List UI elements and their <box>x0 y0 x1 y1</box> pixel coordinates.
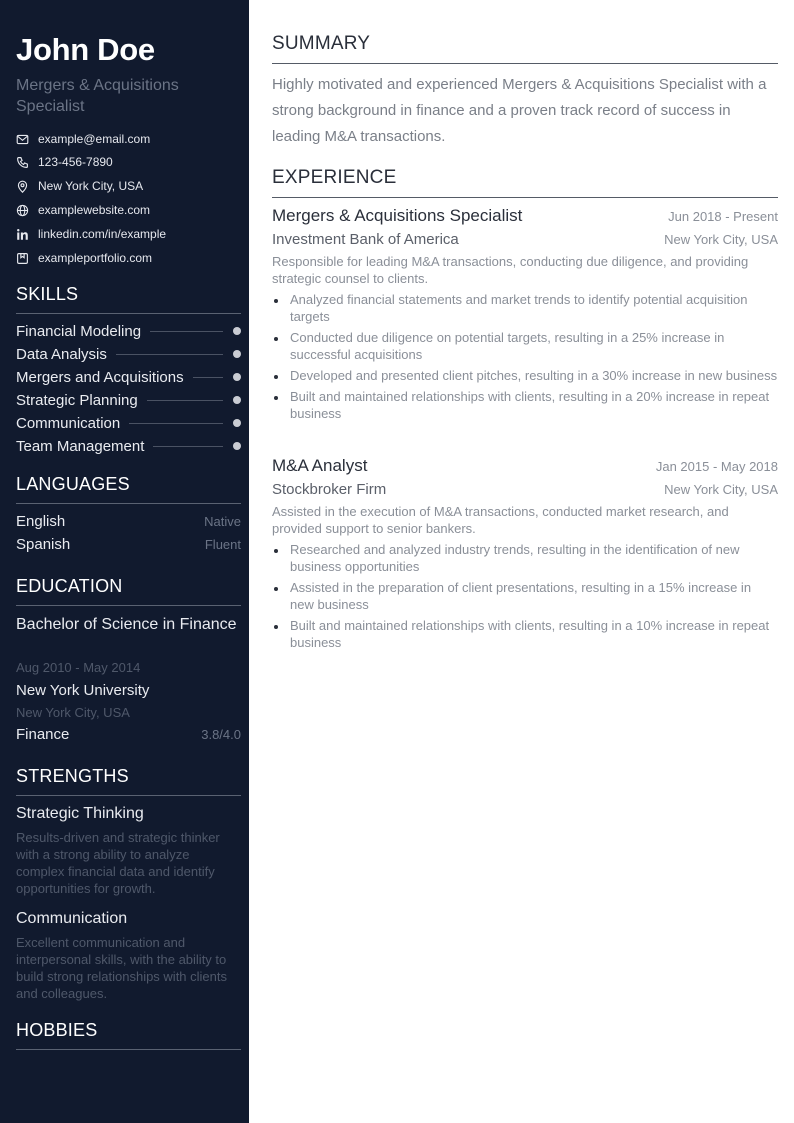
language-item <box>16 536 241 553</box>
job-bullets <box>272 541 778 655</box>
skill-line <box>193 377 223 378</box>
skill-line <box>150 331 223 332</box>
skill-line <box>129 423 223 424</box>
skill-dot <box>233 327 241 335</box>
skill-label: Data Analysis <box>16 345 107 363</box>
contact-portfolio-text: exampleportfolio.com <box>38 251 153 265</box>
job-bullet: Conducted due diligence on potential targets, resulting in a 25% increase in successful acquisitions <box>272 329 778 363</box>
job-title: Mergers & Acquisitions Specialist <box>272 206 523 225</box>
education-gpa: 3.8/4.0 <box>201 727 241 742</box>
job-title-row <box>272 206 778 226</box>
email-icon <box>16 133 29 146</box>
skill-label: Communication <box>16 414 121 432</box>
skill-label: Mergers and Acquisitions <box>16 368 184 386</box>
job-location: New York City, USA <box>664 482 778 497</box>
contact-linkedin[interactable] <box>16 226 166 242</box>
job-dates: Jun 2018 - Present <box>668 209 778 224</box>
education-field-row <box>16 726 241 743</box>
job-title-row <box>272 456 778 476</box>
contact-email-text: example@email.com <box>38 132 151 146</box>
contact-location-text: New York City, USA <box>38 179 144 193</box>
phone-icon <box>16 156 29 169</box>
skill-item <box>16 414 241 432</box>
education-dates: Aug 2010 - May 2014 <box>16 660 141 675</box>
linkedin-icon <box>16 228 29 241</box>
languages-heading: LANGUAGES <box>16 474 241 504</box>
skill-item <box>16 368 241 386</box>
location-icon <box>16 180 29 193</box>
language-level: Fluent <box>204 537 241 552</box>
skill-line <box>153 446 223 447</box>
hobbies-heading: HOBBIES <box>16 1020 241 1050</box>
strengths-heading: STRENGTHS <box>16 766 241 796</box>
contact-email[interactable] <box>16 131 150 147</box>
contact-website[interactable] <box>16 202 150 218</box>
skill-dot <box>233 419 241 427</box>
job-bullet: Built and maintained relationships with clients, resulting in a 10% increase in repeat business <box>272 617 778 651</box>
contact-website-text: examplewebsite.com <box>38 203 151 217</box>
summary-heading: SUMMARY <box>272 33 778 64</box>
job-bullet: Built and maintained relationships with clients, resulting in a 20% increase in repeat business <box>272 388 778 422</box>
language-level: Native <box>204 514 241 529</box>
skill-dot <box>233 396 241 404</box>
contact-linkedin-text: linkedin.com/in/example <box>38 227 167 241</box>
job-company-row <box>272 481 778 498</box>
education-location: New York City, USA <box>16 705 130 720</box>
candidate-title: Mergers & Acquisitions Specialist <box>16 77 179 115</box>
job-company: Stockbroker Firm <box>272 481 387 498</box>
candidate-name: John Doe <box>16 32 155 67</box>
education-school: New York University <box>16 682 150 699</box>
skill-dot <box>233 373 241 381</box>
job-company-row <box>272 231 778 248</box>
skill-dot <box>233 442 241 450</box>
job-company: Investment Bank of America <box>272 231 459 248</box>
summary-text: Highly motivated and experienced Mergers & Acquisitions Specialist with a strong background in finance and a proven track record of success in leading M&A transactions. <box>272 76 767 145</box>
skill-line <box>147 400 223 401</box>
job-bullet: Assisted in the preparation of client presentations, resulting in a 15% increase in new business <box>272 579 778 613</box>
skill-item <box>16 322 241 340</box>
contact-portfolio[interactable] <box>16 250 152 266</box>
experience-heading: EXPERIENCE <box>272 167 778 198</box>
job-bullets <box>272 291 778 426</box>
education-field: Finance <box>16 726 70 743</box>
education-degree: Bachelor of Science in Finance <box>16 616 237 633</box>
strength-title: Strategic Thinking <box>16 805 144 822</box>
strength-title: Communication <box>16 910 128 927</box>
portfolio-icon <box>16 252 29 265</box>
job-description: Assisted in the execution of M&A transactions, conducted market research, and provided support to senior bankers. <box>272 504 729 536</box>
job-bullet: Researched and analyzed industry trends, resulting in the identification of new business opportunities <box>272 541 778 575</box>
job-bullet: Developed and presented client pitches, resulting in a 30% increase in new business <box>272 367 778 384</box>
skill-label: Team Management <box>16 437 145 455</box>
skill-item <box>16 437 241 455</box>
contact-location <box>16 178 143 194</box>
contact-phone-text: 123-456-7890 <box>38 155 113 169</box>
job-bullet: Analyzed financial statements and market trends to identify potential acquisition targets <box>272 291 778 325</box>
language-name: Spanish <box>16 536 71 553</box>
job-location: New York City, USA <box>664 232 778 247</box>
contact-phone[interactable] <box>16 154 113 170</box>
globe-icon <box>16 204 29 217</box>
strength-description: Results-driven and strategic thinker with a strong ability to analyze complex financial data and identify opportunities for growth. <box>16 830 220 896</box>
skill-item <box>16 391 241 409</box>
skill-label: Financial Modeling <box>16 322 142 340</box>
skill-dot <box>233 350 241 358</box>
job-dates: Jan 2015 - May 2018 <box>655 459 778 474</box>
language-name: English <box>16 513 66 530</box>
strength-description: Excellent communication and interpersonal skills, with the ability to build strong relationships with clients and colleagues. <box>16 935 227 1001</box>
job-title: M&A Analyst <box>272 456 368 475</box>
skill-line <box>116 354 223 355</box>
skill-label: Strategic Planning <box>16 391 138 409</box>
skill-item <box>16 345 241 363</box>
language-item <box>16 513 241 530</box>
job-description: Responsible for leading M&A transactions, conducting due diligence, and providing strategic counsel to clients. <box>272 254 749 286</box>
skills-heading: SKILLS <box>16 284 241 314</box>
education-heading: EDUCATION <box>16 576 241 606</box>
